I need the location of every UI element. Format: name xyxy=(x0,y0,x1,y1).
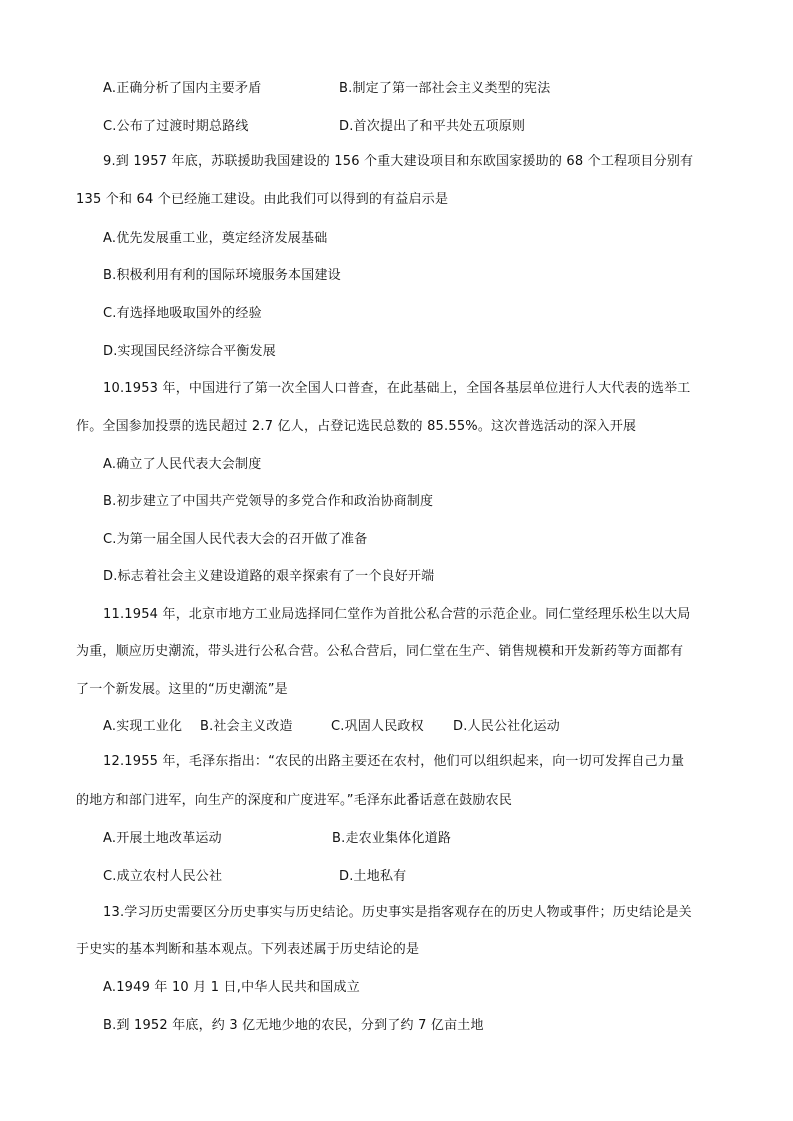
q8-option-d: D.首次提出了和平共处五项原则 xyxy=(339,119,526,134)
q9-option-d: D.实现国民经济综合平衡发展 xyxy=(103,344,276,359)
q12-stem-line-1: 12.1955 年，毛泽东指出：“农民的出路主要还在农村，他们可以组织起来，向一切可发挥自己力量 xyxy=(103,754,685,769)
q13-stem-line-1: 13.学习历史需要区分历史事实与历史结论。历史事实是指客观存在的历史人物或事件；历史结论是关 xyxy=(103,905,692,920)
q10-option-c: C.为第一届全国人民代表大会的召开做了准备 xyxy=(103,532,368,547)
q12-option-b: B.走农业集体化道路 xyxy=(332,831,452,846)
q13-option-a: A.1949 年 10 月 1 日,中华人民共和国成立 xyxy=(103,980,360,995)
q12-option-d: D.土地私有 xyxy=(339,869,407,884)
q11-option-c: C.巩固人民政权 xyxy=(331,719,424,734)
q11-option-b: B.社会主义改造 xyxy=(200,719,293,734)
q10-option-a: A.确立了人民代表大会制度 xyxy=(103,457,262,472)
q8-option-b: B.制定了第一部社会主义类型的宪法 xyxy=(339,81,551,96)
q10-stem-line-1: 10.1953 年，中国进行了第一次全国人口普查，在此基础上，全国各基层单位进行人大代表的选举工 xyxy=(103,381,691,396)
q8-option-a: A.正确分析了国内主要矛盾 xyxy=(103,81,262,96)
q11-option-d: D.人民公社化运动 xyxy=(453,719,560,734)
q11-stem-line-3: 了一个新发展。这里的“历史潮流”是 xyxy=(76,682,288,697)
q9-option-a: A.优先发展重工业，奠定经济发展基础 xyxy=(103,231,328,246)
q13-stem-line-2: 于史实的基本判断和基本观点。下列表述属于历史结论的是 xyxy=(76,942,420,957)
q11-stem-line-2: 为重，顺应历史潮流，带头进行公私合营。公私合营后，同仁堂在生产、销售规模和开发新药等方面都有 xyxy=(76,644,684,659)
q9-option-c: C.有选择地吸取国外的经验 xyxy=(103,306,262,321)
q12-option-c: C.成立农村人民公社 xyxy=(103,869,223,884)
q9-option-b: B.积极利用有利的国际环境服务本国建设 xyxy=(103,268,341,283)
q11-option-a: A.实现工业化 xyxy=(103,719,183,734)
q10-option-d: D.标志着社会主义建设道路的艰辛探索有了一个良好开端 xyxy=(103,569,435,584)
q12-option-a: A.开展土地改革运动 xyxy=(103,831,222,846)
q10-stem-line-2: 作。全国参加投票的选民超过 2.7 亿人，占登记选民总数的 85.55%。这次普选活动的深入开展 xyxy=(76,419,637,434)
q9-stem-line-1: 9.到 1957 年底，苏联援助我国建设的 156 个重大建设项目和东欧国家援助的 68 个工程项目分别有 xyxy=(103,154,694,169)
q10-option-b: B.初步建立了中国共产党领导的多党合作和政治协商制度 xyxy=(103,494,434,509)
q8-option-c: C.公布了过渡时期总路线 xyxy=(103,119,249,134)
q11-stem-line-1: 11.1954 年，北京市地方工业局选择同仁堂作为首批公私合营的示范企业。同仁堂经理乐松生以大局 xyxy=(103,607,691,622)
q9-stem-line-2: 135 个和 64 个已经施工建设。由此我们可以得到的有益启示是 xyxy=(76,192,449,207)
q13-option-b: B.到 1952 年底，约 3 亿无地少地的农民，分到了约 7 亿亩土地 xyxy=(103,1018,484,1033)
q12-stem-line-2: 的地方和部门进军，向生产的深度和广度进军。”毛泽东此番话意在鼓励农民 xyxy=(76,793,513,808)
